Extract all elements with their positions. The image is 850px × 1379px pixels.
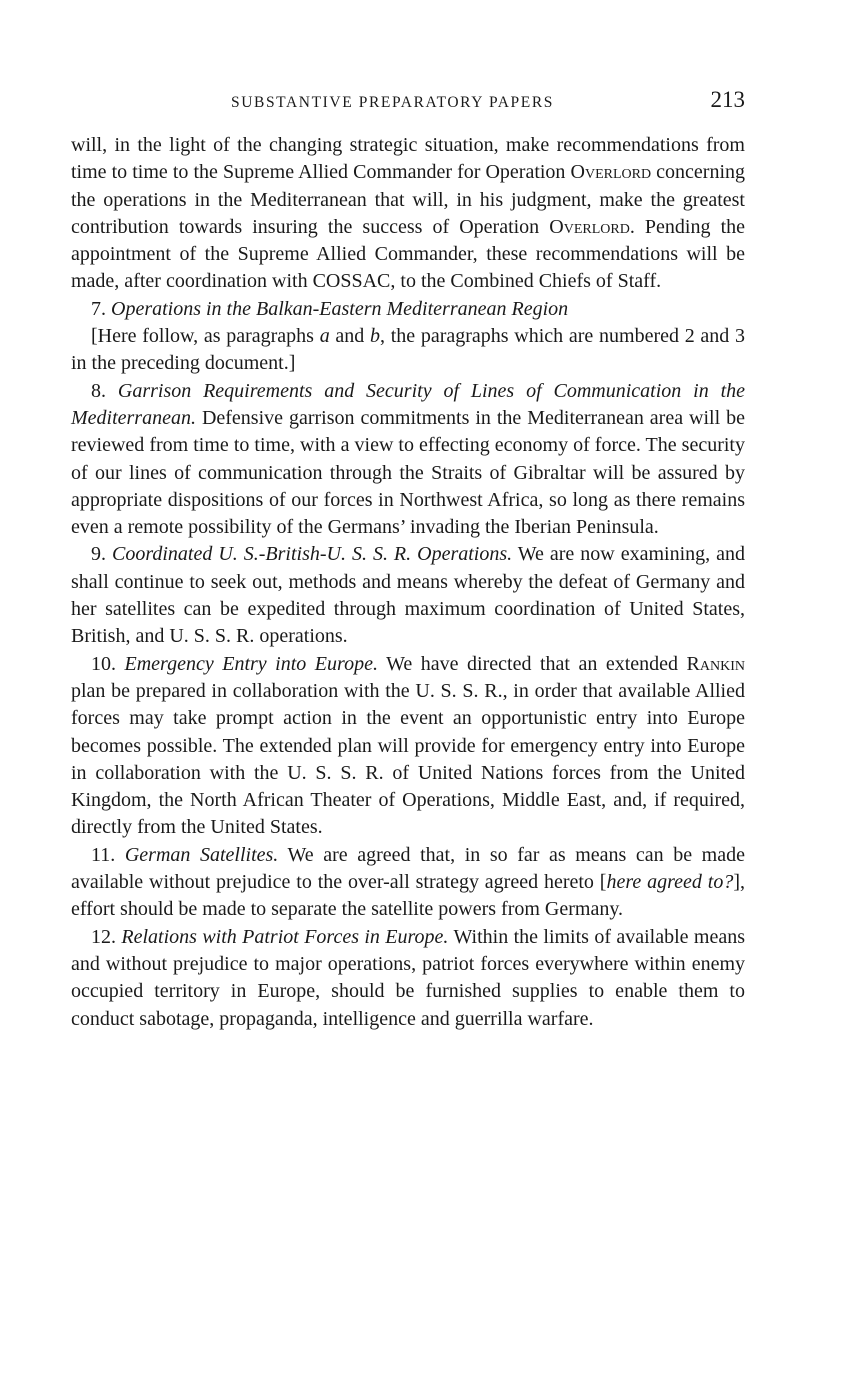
paragraph-title: German Satellites.: [124, 843, 279, 866]
paragraph-number: 10.: [91, 652, 125, 675]
body-text: [71, 132, 745, 1033]
paragraph-12: [71, 924, 745, 1033]
text-run: will, in the light of the changing strategic situation, make recommendations from time to time to the Supreme Allied Commander for Operation: [71, 134, 745, 184]
paragraph-8: [71, 378, 745, 542]
paragraph-number: 8.: [91, 379, 118, 402]
paragraph-7-note: [71, 323, 745, 378]
paragraph-number: 9.: [91, 543, 112, 566]
paragraph-title: Relations with Patriot Forces in Europe.: [121, 925, 449, 948]
paragraph-number: 12.: [91, 925, 122, 948]
text-run: , the paragraphs which are numbered 2 and 3 in the preceding document.]: [71, 325, 745, 375]
paragraph-body: Defensive garrison commitments in the Mediterranean area will be reviewed from time to time, with a view to effecting economy of force. The security of our lines of communication through the Straits of Gibraltar will be assured by appropriate dispositions of our forces in Northwest Africa, so long as there remains even a remote possibility of the Germans’ invading the Iberian Peninsula.: [71, 406, 745, 539]
text-run: concerning the operations in the Mediterranean that will, in his judgment, make the greatest contribution towards insuring the success of Operation: [71, 161, 745, 238]
paragraph-continuation: [71, 132, 745, 296]
paragraph-title: Operations in the Balkan-Eastern Mediterranean Region: [111, 297, 569, 320]
operation-name: Overlord: [549, 215, 630, 238]
text-run: We are agreed that, in so far as means can be made available without prejudice to the over-all strategy agreed hereto [: [71, 843, 745, 894]
text-run: plan be prepared in collaboration with the U. S. S. R., in order that available Allied forces may take prompt action in the event an opportunistic entry into Europe becomes possible. The extended plan will provide for emergency entry into Europe in collaboration with the U. S. S. R. of United Nations forces from the United Kingdom, the North African Theater of Operations, Middle East, and, if required, directly from the United States.: [71, 679, 745, 839]
paragraph-number: 11.: [91, 843, 125, 866]
plan-name: Rankin: [686, 652, 745, 675]
text-run: and: [329, 325, 370, 348]
paragraph-body: We are now examining, and shall continue to seek out, methods and means whereby the defeat of Germany and her satellites can be expedited through maximum coordination of United States, British, and U. S. S. R. operations.: [71, 543, 746, 648]
operation-name: Overlord: [570, 161, 652, 184]
paragraph-11: [71, 842, 745, 924]
text-run: [Here follow, as paragraphs: [91, 325, 320, 348]
paragraph-body: Within the limits of available means and without prejudice to major operations, patriot forces everywhere within enemy occupied territory in Europe, should be furnished supplies to enable them to conduct sabotage, propaganda, intelligence and guerrilla warfare.: [71, 925, 746, 1030]
text-run: We have directed that an extended: [377, 652, 687, 675]
paragraph-title: Emergency Entry into Europe.: [124, 652, 378, 675]
text-run: ], effort should be made to separate the satellite powers from Germany.: [71, 871, 745, 921]
document-page: [71, 86, 745, 1033]
editorial-note: here agreed to?: [606, 871, 734, 894]
paragraph-number: 7.: [91, 297, 111, 320]
paragraph-7: [71, 296, 745, 323]
paragraph-letter: b: [370, 325, 380, 348]
text-run: . Pending the appointment of the Supreme Allied Commander, these recommendations will be made, after coordination with COSSAC, to the Combined Chiefs of Staff.: [71, 215, 746, 293]
running-head: [71, 86, 745, 120]
paragraph-title: Coordinated U. S.-British-U. S. S. R. Operations.: [111, 543, 513, 566]
paragraph-9: [71, 541, 745, 650]
paragraph-title: Garrison Requirements and Security of Lines of Communication in the Mediterranean.: [71, 379, 746, 429]
paragraph-letter: a: [319, 325, 330, 348]
page-number: 213: [710, 87, 745, 112]
paragraph-10: [71, 651, 745, 842]
running-title: SUBSTANTIVE PREPARATORY PAPERS: [231, 94, 554, 111]
